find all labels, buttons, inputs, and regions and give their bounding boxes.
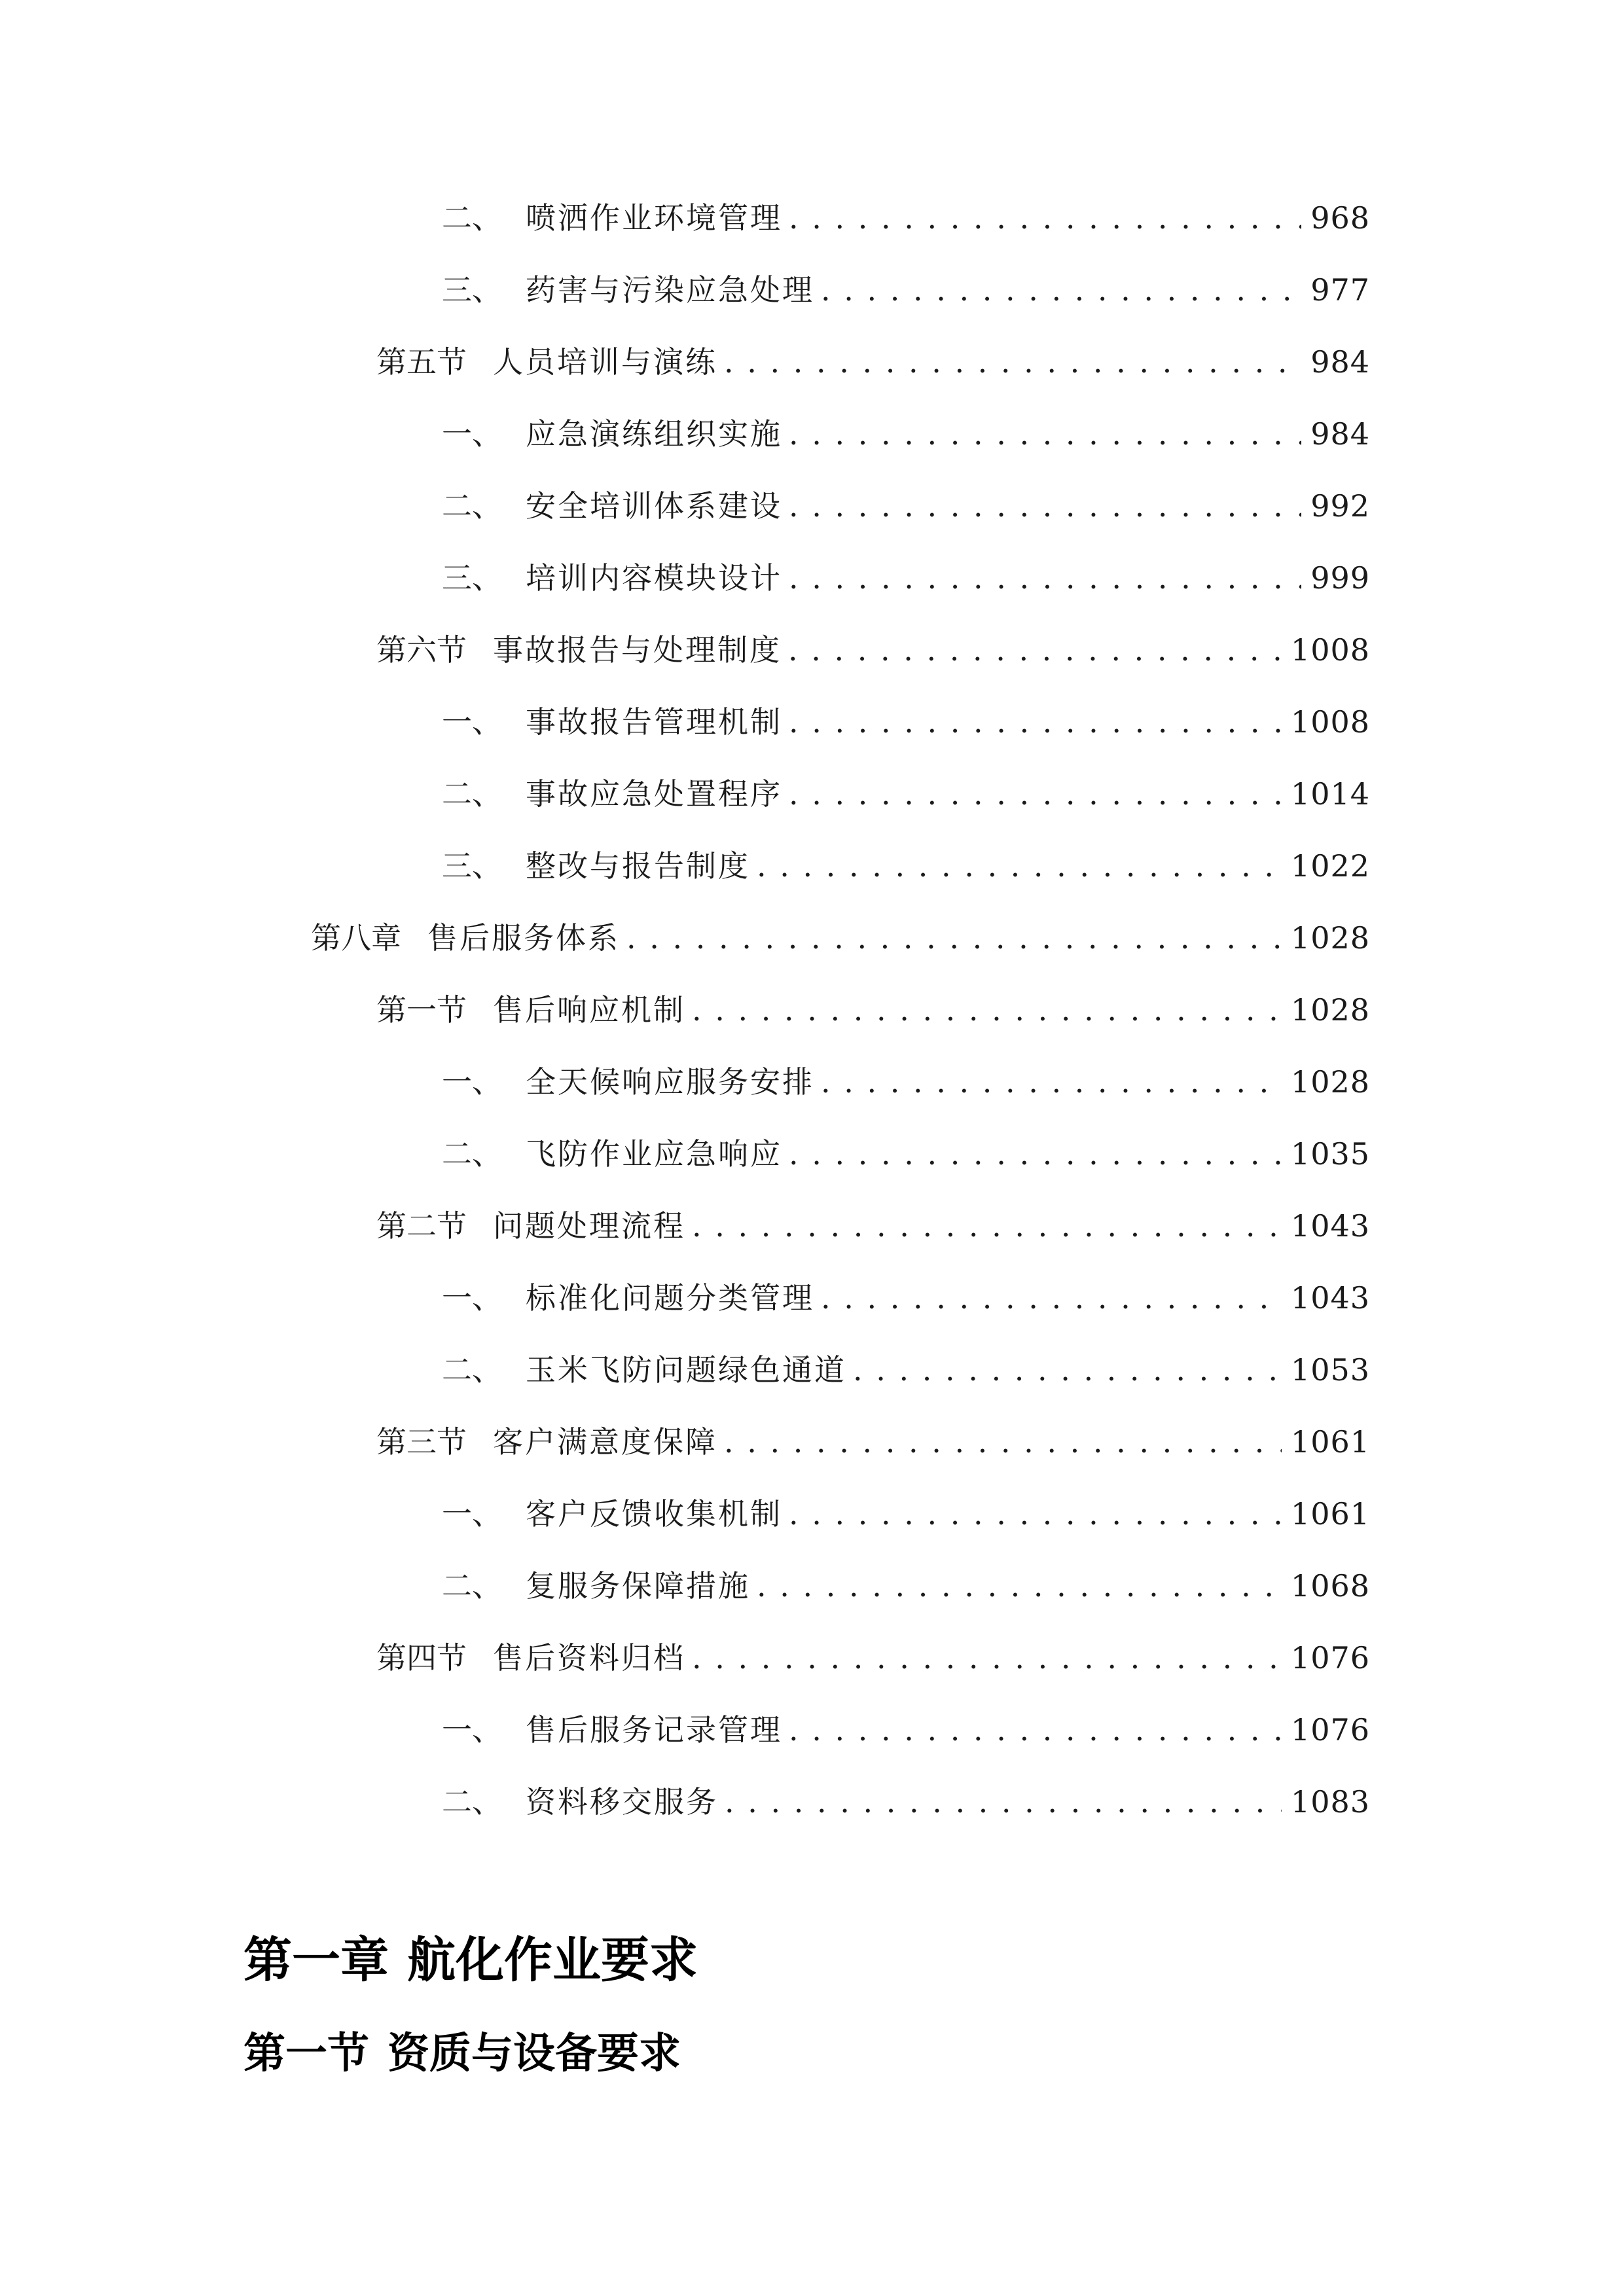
dot-leader: [789, 195, 1301, 241]
toc-entry-number: 一、: [442, 1712, 502, 1748]
toc-entry-number: 第八章: [311, 920, 401, 956]
toc-entry-title: 飞防作业应急响应: [526, 1136, 782, 1172]
toc-entry[interactable]: [442, 1779, 1370, 1825]
section-heading: [244, 2021, 681, 2087]
toc-entry-page: 999: [1310, 560, 1370, 596]
toc-entry-title: 药害与污染应急处理: [526, 272, 814, 308]
toc-entry[interactable]: [376, 339, 1370, 385]
dot-leader: [757, 843, 1282, 889]
toc-entry-page: 1068: [1290, 1568, 1370, 1604]
toc-entry-title: 复服务保障措施: [526, 1568, 750, 1604]
toc-entry[interactable]: [376, 1635, 1370, 1681]
chapter-title: 航化作业要求: [407, 1932, 698, 1988]
dot-leader: [692, 1635, 1282, 1681]
toc-entry-page: 1008: [1290, 632, 1370, 668]
toc-entry-number: 二、: [442, 1568, 502, 1604]
dot-leader: [789, 1131, 1282, 1177]
dot-leader: [821, 1275, 1282, 1321]
toc-entry[interactable]: [376, 1203, 1370, 1249]
dot-leader: [724, 339, 1301, 385]
toc-entry[interactable]: [442, 1275, 1370, 1321]
toc-entry-title: 事故应急处置程序: [526, 776, 782, 812]
dot-leader: [821, 1059, 1282, 1105]
toc-entry[interactable]: [311, 915, 1370, 961]
toc-entry-title: 问题处理流程: [493, 1208, 685, 1244]
toc-entry[interactable]: [442, 699, 1370, 745]
toc-entry-page: 1022: [1290, 848, 1370, 884]
toc-entry-page: 1028: [1290, 992, 1370, 1028]
toc-entry-page: 1028: [1290, 920, 1370, 956]
section-number: 第一节: [244, 2030, 369, 2078]
toc-entry[interactable]: [442, 483, 1370, 529]
toc-entry-number: 三、: [442, 848, 502, 884]
dot-leader: [789, 771, 1282, 817]
toc-entry[interactable]: [442, 1563, 1370, 1609]
toc-entry-number: 二、: [442, 776, 502, 812]
toc-entry-title: 应急演练组织实施: [526, 416, 782, 452]
toc-entry[interactable]: [442, 843, 1370, 889]
toc-entry-number: 第三节: [376, 1424, 467, 1460]
toc-entry[interactable]: [442, 195, 1370, 241]
dot-leader: [789, 1707, 1282, 1753]
toc-entry-number: 第二节: [376, 1208, 467, 1244]
dot-leader: [692, 1203, 1282, 1249]
toc-entry-page: 1043: [1290, 1280, 1370, 1316]
toc-entry-number: 二、: [442, 1352, 502, 1388]
toc-entry-number: 二、: [442, 200, 502, 236]
section-title: 资质与设备要求: [388, 2030, 681, 2078]
toc-entry-title: 培训内容模块设计: [526, 560, 782, 596]
toc-entry[interactable]: [376, 627, 1370, 673]
toc-entry-page: 984: [1310, 344, 1370, 380]
toc-entry[interactable]: [442, 1491, 1370, 1537]
chapter-heading: [244, 1924, 698, 1996]
dot-leader: [789, 1491, 1282, 1537]
toc-entry-number: 一、: [442, 1064, 502, 1100]
toc-entry-page: 984: [1310, 416, 1370, 452]
toc-entry-title: 整改与报告制度: [526, 848, 750, 884]
dot-leader: [789, 699, 1282, 745]
toc-entry-number: 一、: [442, 704, 502, 740]
dot-leader: [789, 483, 1301, 529]
toc-entry-title: 售后响应机制: [493, 992, 685, 1028]
toc-entry-number: 第六节: [376, 632, 467, 668]
toc-entry-title: 售后资料归档: [493, 1640, 685, 1676]
toc-entry-page: 992: [1310, 488, 1370, 524]
dot-leader: [853, 1347, 1282, 1393]
toc-entry-page: 968: [1310, 200, 1370, 236]
toc-entry-number: 二、: [442, 488, 502, 524]
toc-entry-number: 第一节: [376, 992, 467, 1028]
toc-entry-page: 977: [1310, 272, 1370, 308]
dot-leader: [788, 627, 1282, 673]
dot-leader: [789, 555, 1301, 601]
toc-entry-page: 1076: [1290, 1640, 1370, 1676]
toc-entry-number: 第五节: [376, 344, 467, 380]
dot-leader: [821, 267, 1301, 313]
toc-entry-title: 事故报告管理机制: [526, 704, 782, 740]
toc-entry-page: 1083: [1290, 1784, 1370, 1820]
dot-leader: [692, 987, 1282, 1033]
dot-leader: [725, 1779, 1282, 1825]
toc-entry-page: 1014: [1290, 776, 1370, 812]
toc-entry[interactable]: [376, 1419, 1370, 1465]
dot-leader: [724, 1419, 1282, 1465]
toc-entry-title: 喷洒作业环境管理: [526, 200, 782, 236]
toc-entry-page: 1053: [1290, 1352, 1370, 1388]
toc-entry-number: 第四节: [376, 1640, 467, 1676]
toc-entry-number: 一、: [442, 1496, 502, 1532]
toc-entry[interactable]: [442, 267, 1370, 313]
toc-entry-page: 1061: [1290, 1496, 1370, 1532]
dot-leader: [757, 1563, 1282, 1609]
toc-entry-title: 全天候响应服务安排: [526, 1064, 814, 1100]
toc-entry[interactable]: [442, 411, 1370, 457]
toc-entry-title: 标准化问题分类管理: [526, 1280, 814, 1316]
toc-entry[interactable]: [442, 771, 1370, 817]
toc-entry-title: 售后服务体系: [427, 920, 620, 956]
toc-entry-page: 1061: [1290, 1424, 1370, 1460]
toc-entry-page: 1076: [1290, 1712, 1370, 1748]
toc-entry-title: 售后服务记录管理: [526, 1712, 782, 1748]
toc-entry-title: 资料移交服务: [526, 1784, 718, 1820]
toc-entry-page: 1043: [1290, 1208, 1370, 1244]
toc-entry-page: 1035: [1290, 1136, 1370, 1172]
toc-entry-number: 一、: [442, 416, 502, 452]
toc-entry[interactable]: [442, 1059, 1370, 1105]
toc-entry[interactable]: [442, 1707, 1370, 1753]
toc-entry-number: 二、: [442, 1136, 502, 1172]
toc-entry-number: 二、: [442, 1784, 502, 1820]
dot-leader: [626, 915, 1282, 961]
toc-entry-number: 一、: [442, 1280, 502, 1316]
toc-entry-title: 客户反馈收集机制: [526, 1496, 782, 1532]
toc-entry-title: 客户满意度保障: [493, 1424, 717, 1460]
toc-entry-title: 安全培训体系建设: [526, 488, 782, 524]
toc-entry-number: 三、: [442, 560, 502, 596]
toc-entry[interactable]: [442, 1131, 1370, 1177]
toc-entry-title: 人员培训与演练: [493, 344, 717, 380]
toc-entry[interactable]: [376, 987, 1370, 1033]
toc-entry-title: 事故报告与处理制度: [493, 632, 782, 668]
toc-entry[interactable]: [442, 1347, 1370, 1393]
toc-entry-page: 1028: [1290, 1064, 1370, 1100]
dot-leader: [789, 411, 1301, 457]
toc-entry[interactable]: [442, 555, 1370, 601]
toc-entry-number: 三、: [442, 272, 502, 308]
toc-entry-page: 1008: [1290, 704, 1370, 740]
toc-entry-title: 玉米飞防问题绿色通道: [526, 1352, 846, 1388]
chapter-number: 第一章: [244, 1932, 389, 1988]
